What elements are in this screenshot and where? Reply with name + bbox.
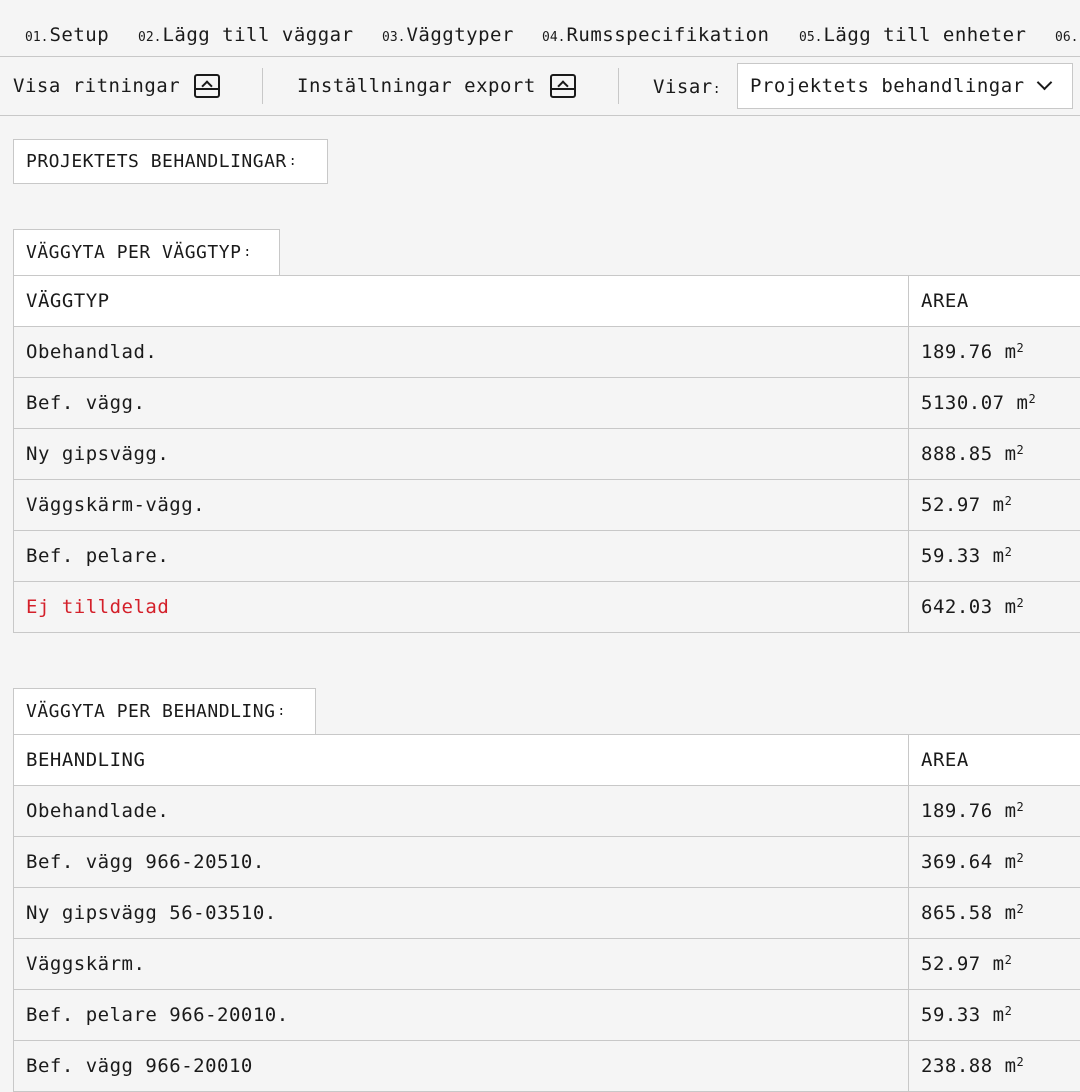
table-header-row [14, 735, 1080, 786]
column-header: AREA [909, 735, 1080, 786]
step-06[interactable]: 06. [1055, 24, 1079, 46]
row-area: 59.33 $m^2$ [909, 990, 1080, 1041]
step-nav [0, 0, 1080, 57]
row-name: Obehandlad. [14, 327, 909, 378]
row-area: 52.97 $m^2$ [909, 480, 1080, 531]
step-add-units[interactable]: 05.Lägg till enheter [799, 24, 1026, 46]
row-name: Ny gipsvägg 56-03510. [14, 888, 909, 939]
table1-title: VÄGGYTA PER VÄGGTYP : [13, 229, 280, 276]
toolbar-divider [262, 68, 263, 104]
step-setup[interactable]: 01.Setup [25, 24, 109, 46]
row-name-unassigned: Ej tilldelad [14, 582, 909, 633]
table-row [14, 327, 1080, 378]
row-area: 888.85 $m^2$ [909, 429, 1080, 480]
table-row [14, 378, 1080, 429]
show-drawings-button[interactable]: Visa ritningar [13, 71, 220, 101]
step-room-spec[interactable]: 04.Rumsspecifikation [542, 24, 769, 46]
table-row [14, 480, 1080, 531]
section-title: PROJEKTETS BEHANDLINGAR : [13, 139, 328, 184]
row-area: 189.76 $m^2$ [909, 786, 1080, 837]
row-area: 5130.07 $m^2$ [909, 378, 1080, 429]
table-row-unassigned [14, 582, 1080, 633]
row-name: Bef. pelare 966-20010. [14, 990, 909, 1041]
table-row [14, 939, 1080, 990]
row-name: Bef. vägg 966-20010 [14, 1041, 909, 1092]
row-name: Väggskärm-vägg. [14, 480, 909, 531]
collapse-up-icon [194, 74, 220, 98]
step-add-walls[interactable]: 02.Lägg till väggar [138, 24, 354, 46]
column-header: BEHANDLING [14, 735, 909, 786]
table-row [14, 837, 1080, 888]
table-row [14, 786, 1080, 837]
row-area: 369.64 $m^2$ [909, 837, 1080, 888]
collapse-up-icon [550, 74, 576, 98]
column-header: VÄGGTYP [14, 276, 909, 327]
view-select[interactable]: Projektets behandlingar [737, 63, 1073, 109]
row-area: 189.76 $m^2$ [909, 327, 1080, 378]
column-header: AREA [909, 276, 1080, 327]
table-row [14, 1041, 1080, 1092]
row-name: Bef. vägg. [14, 378, 909, 429]
visar-label: Visar: [653, 76, 721, 98]
row-name: Bef. pelare. [14, 531, 909, 582]
treatment-table [13, 734, 1080, 1092]
toolbar [0, 57, 1080, 116]
table-header-row [14, 276, 1080, 327]
table-row [14, 888, 1080, 939]
row-name: Ny gipsvägg. [14, 429, 909, 480]
toolbar-divider [618, 68, 619, 104]
row-area: 238.88 $m^2$ [909, 1041, 1080, 1092]
export-settings-button[interactable]: Inställningar export [297, 71, 576, 101]
row-area: 865.58 $m^2$ [909, 888, 1080, 939]
wall-type-table [13, 275, 1080, 633]
row-area: 642.03 $m^2$ [909, 582, 1080, 633]
row-area: 52.97 $m^2$ [909, 939, 1080, 990]
row-name: Bef. vägg 966-20510. [14, 837, 909, 888]
row-name: Väggskärm. [14, 939, 909, 990]
step-wall-types[interactable]: 03.Väggtyper [382, 24, 514, 46]
chevron-down-icon [1037, 75, 1053, 91]
row-name: Obehandlade. [14, 786, 909, 837]
table-row [14, 429, 1080, 480]
table2-title: VÄGGYTA PER BEHANDLING : [13, 688, 316, 735]
table-row [14, 990, 1080, 1041]
row-area: 59.33 $m^2$ [909, 531, 1080, 582]
table-row [14, 531, 1080, 582]
